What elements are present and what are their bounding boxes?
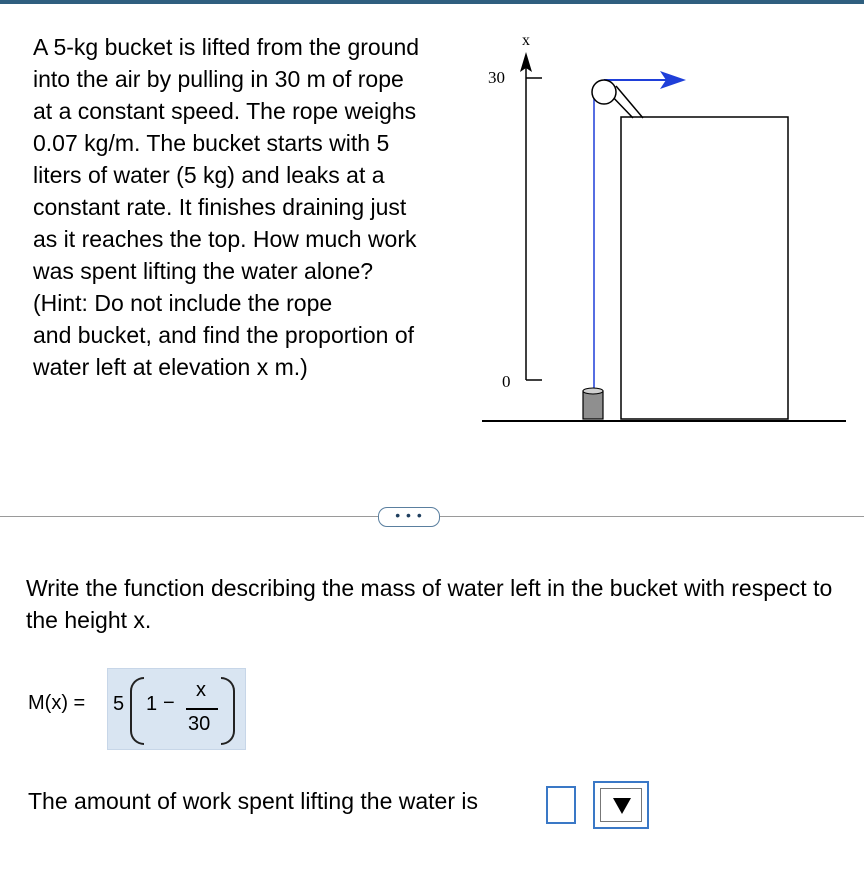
bucket	[583, 391, 603, 419]
function-label: M(x) =	[28, 692, 86, 714]
pulley	[592, 80, 616, 104]
minus-sign: −	[163, 692, 175, 714]
tick-label-0: 0	[502, 372, 511, 391]
top-accent-bar	[0, 0, 864, 4]
tick-label-30: 30	[488, 68, 505, 87]
left-paren	[130, 677, 144, 745]
coefficient: 5	[113, 693, 125, 715]
work-prompt: The amount of work spent lifting the water is	[28, 788, 478, 814]
axis-label-x: x	[522, 32, 530, 49]
bucket-figure	[478, 28, 858, 443]
question-text: Write the function describing the mass of water left in the bucket with respect to the height x.	[26, 575, 833, 633]
fraction-bar	[186, 708, 218, 710]
unit-dropdown[interactable]	[593, 781, 649, 829]
one: 1	[146, 693, 158, 715]
unit-dropdown-button[interactable]	[600, 788, 642, 822]
more-button[interactable]: • • •	[378, 507, 440, 527]
numerator: x	[196, 679, 206, 701]
right-paren	[221, 677, 235, 745]
denominator: 30	[188, 713, 211, 735]
work-answer-input[interactable]	[546, 786, 576, 824]
building	[621, 117, 788, 419]
chevron-down-icon	[613, 798, 631, 814]
answer-box[interactable]	[107, 668, 246, 750]
problem-statement: A 5-kg bucket is lifted from the ground into the air by pulling in 30 m of rope at a constant speed. The rope weighs 0.07 kg/m. The bucket starts with 5 liters of water (5 kg) and leaks at a constant rate. It finishes draining just as it reaches the top. How much work was spent lifting the water alone? (Hint: Do not include the rope and bucket, and find the proportion of water left at elevation x m.)	[33, 34, 420, 380]
